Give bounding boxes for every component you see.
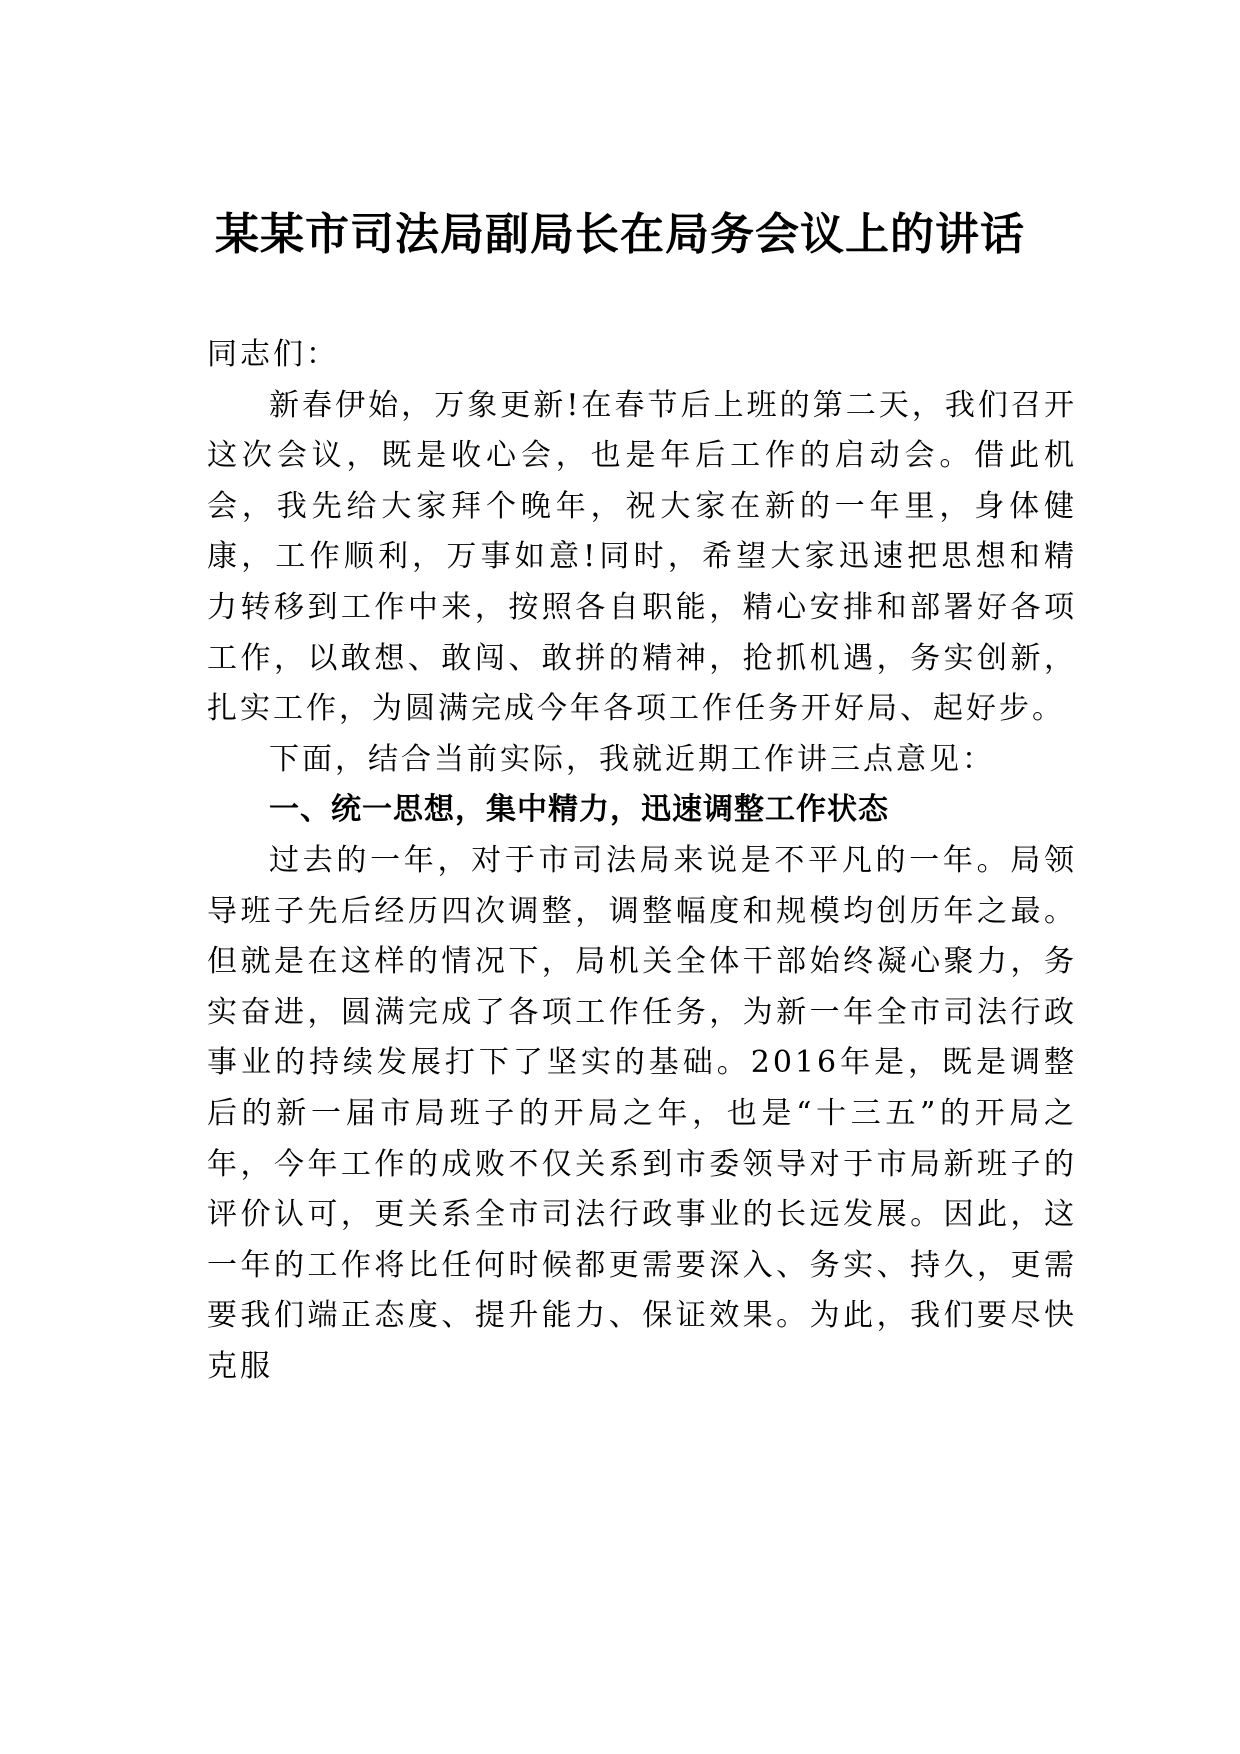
document-body	[207, 330, 1077, 1392]
paragraph-opening: 新春伊始，万象更新!在春节后上班的第二天，我们召开这次会议，既是收心会，也是年后工作的启动会。借此机会，我先给大家拜个晚年，祝大家在新的一年里，身体健康，工作顺利，万事如意!同时，希望大家迅速把思想和精力转移到工作中来，按照各自职能，精心安排和部署好各项工作，以敢想、敢闯、敢拼的精神，抢抓机遇，务实创新，扎实工作，为圆满完成今年各项工作任务开好局、起好步。	[207, 387, 1077, 727]
paragraph-intro: 下面，结合当前实际，我就近期工作讲三点意见：	[269, 741, 995, 777]
salutation: 同志们：	[207, 337, 339, 372]
paragraph-section-1: 过去的一年，对于市司法局来说是不平凡的一年。局领导班子先后经历四次调整，调整幅度和规模均创历年之最。但就是在这样的情况下，局机关全体干部始终凝心聚力，务实奋进，圆满完成了各项工作任务，为新一年全市司法行政事业的持续发展打下了坚实的基础。2016年是，既是调整后的新一届市局班子的开局之年，也是“十三五”的开局之年，今年工作的成败不仅关系到市委领导对于市局新班子的评价认可，更关系全市司法行政事业的长远发展。因此，这一年的工作将比任何时候都更需要深入、务实、持久，更需要我们端正态度、提升能力、保证效果。为此，我们要尽快克服	[207, 842, 1077, 1384]
document-title: 某某市司法局副局长在局务会议上的讲话	[215, 209, 1025, 260]
section-heading-1: 一、统一思想，集中精力，迅速调整工作状态	[269, 792, 889, 828]
